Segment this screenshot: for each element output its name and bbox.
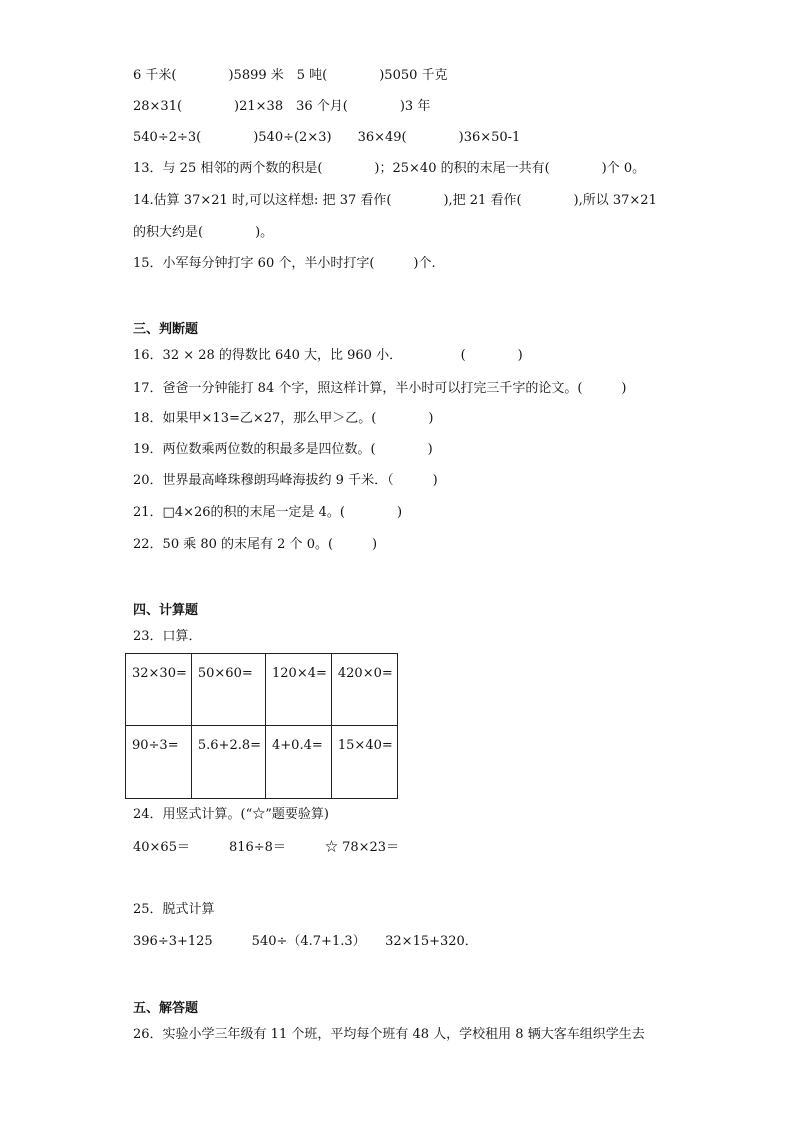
table-cell: 4+0.4= xyxy=(266,726,332,799)
question-20: 20．世界最高峰珠穆朗玛峰海拔约 9 千米．（ ) xyxy=(133,473,438,488)
table-row xyxy=(126,654,398,726)
section-title-answer: 五、解答题 xyxy=(133,1001,199,1016)
table-cell: 15×40= xyxy=(331,726,397,799)
question-18: 18．如果甲×13=乙×27，那么甲＞乙。( ) xyxy=(133,411,434,426)
table-cell: 90÷3= xyxy=(126,726,192,799)
question-25-items: 396÷3+125 540÷（4.7+1.3） 32×15+320． xyxy=(133,934,478,949)
question-25: 25．脱式计算 xyxy=(133,902,215,917)
question-26: 26．实验小学三年级有 11 个班，平均每个班有 48 人，学校租用 8 辆大客车组织学生去 xyxy=(133,1027,645,1042)
question-15: 15．小军每分钟打字 60 个，半小时打字( )个. xyxy=(133,256,436,271)
question-22: 22．50 乘 80 的末尾有 2 个 0。( ) xyxy=(133,537,378,552)
fill-line-3: 540÷2÷3( )540÷(2×3) 36×49( )36×50-1 xyxy=(133,130,521,145)
question-13: 13．与 25 相邻的两个数的积是( )；25×40 的积的末尾一共有( )个 0。 xyxy=(133,161,646,176)
table-cell: 32×30= xyxy=(126,654,192,726)
table-cell: 120×4= xyxy=(266,654,332,726)
question-14-continued: 的积大约是( )。 xyxy=(133,225,274,240)
question-23: 23．口算． xyxy=(133,629,202,644)
question-14: 14.估算 37×21 时,可以这样想: 把 37 看作( ),把 21 看作( ),所以 37×21 xyxy=(133,193,657,208)
table-cell: 5.6+2.8= xyxy=(191,726,265,799)
oral-calculation-table xyxy=(125,653,398,799)
table-row xyxy=(126,726,398,799)
fill-line-1: 6 千米( )5899 米 5 吨( )5050 千克 xyxy=(133,68,448,83)
fill-line-2: 28×31( )21×38 36 个月( )3 年 xyxy=(133,99,431,114)
question-17: 17．爸爸一分钟能打 84 个字，照这样计算，半小时可以打完三千字的论文。( ) xyxy=(133,381,627,396)
question-16: 16．32 × 28 的得数比 640 大，比 960 小． ( ) xyxy=(133,348,523,363)
table-cell: 50×60= xyxy=(191,654,265,726)
question-24: 24．用竖式计算。(“☆”题要验算) xyxy=(133,807,329,822)
question-21: 21．□4×26的积的末尾一定是 4。( ) xyxy=(133,505,403,520)
section-title-judgement: 三、判断题 xyxy=(133,322,199,337)
question-19: 19．两位数乘两位数的积最多是四位数。( ) xyxy=(133,442,433,457)
table-cell: 420×0= xyxy=(331,654,397,726)
section-title-calculation: 四、计算题 xyxy=(133,603,199,618)
question-24-items: 40×65＝ 816÷8＝ ☆ 78×23＝ xyxy=(133,840,400,855)
